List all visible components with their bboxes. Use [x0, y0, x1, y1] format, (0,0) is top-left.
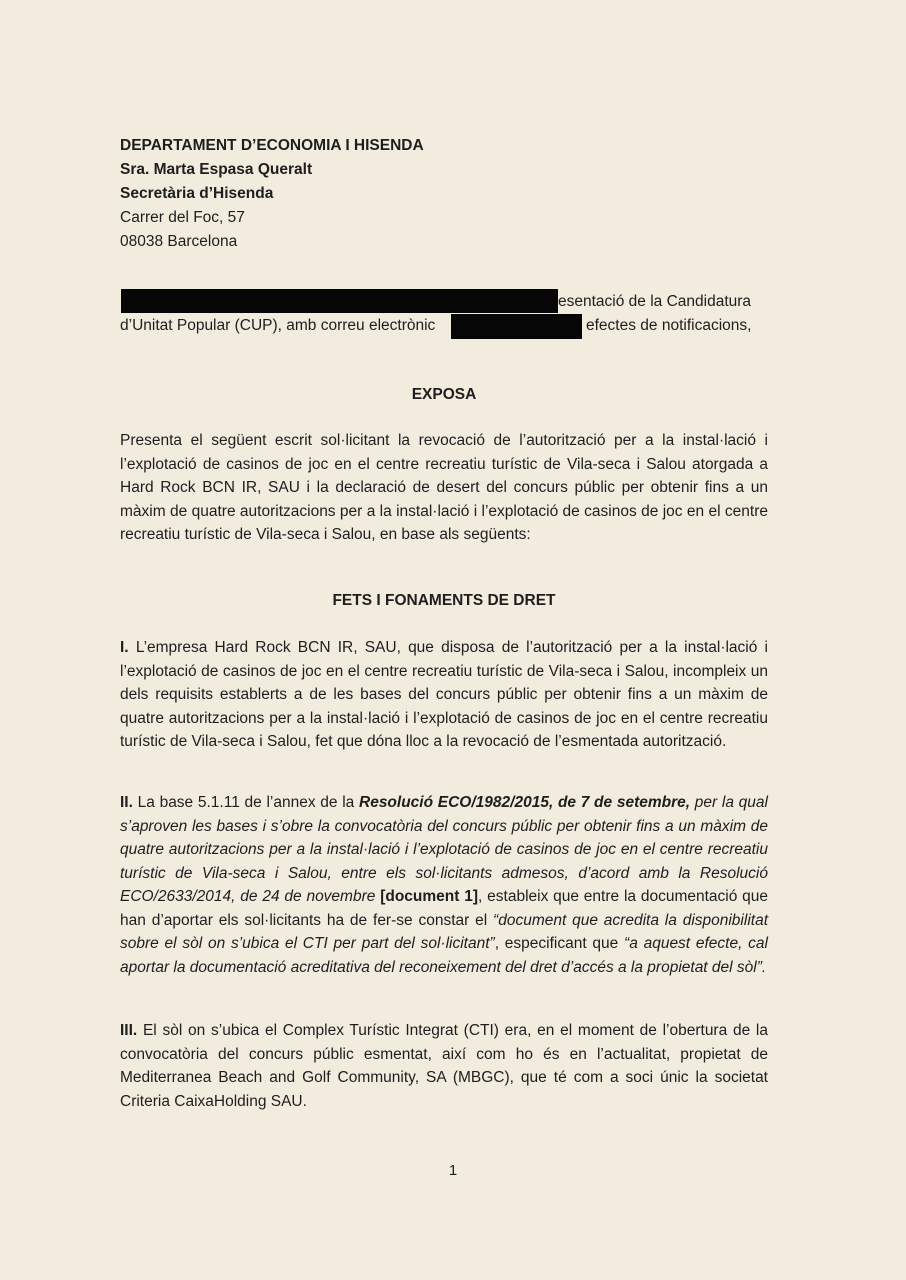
department-name: DEPARTAMENT D’ECONOMIA I HISENDA: [120, 137, 424, 154]
paragraph-i-number: I.: [120, 639, 129, 656]
recipient-address: [120, 134, 424, 254]
paragraph-iii: [120, 1019, 768, 1113]
paragraph-ii: [120, 791, 768, 979]
paragraph-iii-text: El sòl on s’ubica el Complex Turístic Integrat (CTI) era, en el moment de l’obertura de la convocatòria del concurs públic esmentat, així com ho és en l’actualitat, propietat de Mediterranea Beach and Golf Community, SA (MBGC), que té com a soci únic la societat Criteria CaixaHolding SAU.: [120, 1022, 768, 1110]
redaction-bar-email: [451, 314, 582, 339]
sender-line1-end: esentació de la Candidatura: [558, 293, 752, 310]
paragraph-ii-text-7: , especificant que: [494, 935, 619, 952]
quote-efecte: “a aquest efecte, cal aportar la documentació acreditativa del reconeixement del dret d’accés a la propietat del sòl”.: [120, 935, 768, 976]
paragraph-ii-text-5: , estableix que entre la documentació que han d’aportar els sol·licitants ha de fer-se constar el: [120, 888, 769, 929]
recipient-name: Sra. Marta Espasa Queralt: [120, 161, 313, 178]
redaction-bar-name: [121, 289, 558, 313]
quote-document: “document que acredita la disponibilitat sobre el sòl on s’ubica el CTI per part del sol·licitant”: [120, 911, 768, 952]
recipient-role: Secretària d’Hisenda: [120, 185, 274, 202]
paragraph-ii-number: II.: [120, 794, 133, 811]
paragraph-i-text: L’empresa Hard Rock BCN IR, SAU, que disposa de l’autorització per a la instal·lació i l’explotació de casinos de joc en el centre recreatiu turístic de Vila-seca i Salou, incompleix un dels requisits establerts a de les bases del concurs públic per obtenir fins a un màxim de quatre autoritzacions per a la instal·lació i l’explotació de casinos de joc en el centre recreatiu turístic de Vila-seca i Salou, fet que dóna lloc a la revocació de l’esmentada autorització.: [120, 639, 768, 750]
section-heading-exposa: EXPOSA: [411, 386, 477, 403]
page-number: 1: [448, 1162, 458, 1179]
document-reference: [document 1]: [380, 888, 479, 905]
paragraph-ii-text-1: La base 5.1.11 de l’annex de la: [137, 794, 355, 811]
paragraph-i: [120, 636, 768, 754]
resolution-reference: Resolució ECO/1982/2015, de 7 de setembre,: [359, 794, 691, 811]
recipient-city: 08038 Barcelona: [120, 233, 238, 250]
sender-line2-end: efectes de notificacions,: [586, 317, 752, 334]
sender-line2-start: d’Unitat Popular (CUP), amb correu electrònic: [120, 317, 436, 334]
paragraph-iii-number: III.: [120, 1022, 138, 1039]
paragraph-ii-text-3: per la qual s’aproven les bases i s’obre la convocatòria del concurs públic per obtenir fins a un màxim de quatre autoritzacions per a la instal·lació i l’explotació de casinos de joc en el centre recreatiu turístic de Vila-seca i Salou, entre els sol·licitants admesos, d’acord amb la Resolució ECO/2633/2014, de 24 de novembre: [120, 794, 768, 905]
section-heading-fets: FETS I FONAMENTS DE DRET: [332, 592, 556, 609]
exposa-paragraph: Presenta el següent escrit sol·licitant la revocació de l’autorització per a la instal·lació i l’explotació de casinos de joc en el centre recreatiu turístic de Vila-seca i Salou atorgada a Hard Rock BCN IR, SAU i la declaració de desert del concurs públic per obtenir fins a un màxim de quatre autoritzacions per a la instal·lació i l’explotació de casinos de joc en el centre recreatiu turístic de Vila-seca i Salou, en base als següents:: [120, 432, 768, 543]
recipient-street: Carrer del Foc, 57: [120, 209, 245, 226]
